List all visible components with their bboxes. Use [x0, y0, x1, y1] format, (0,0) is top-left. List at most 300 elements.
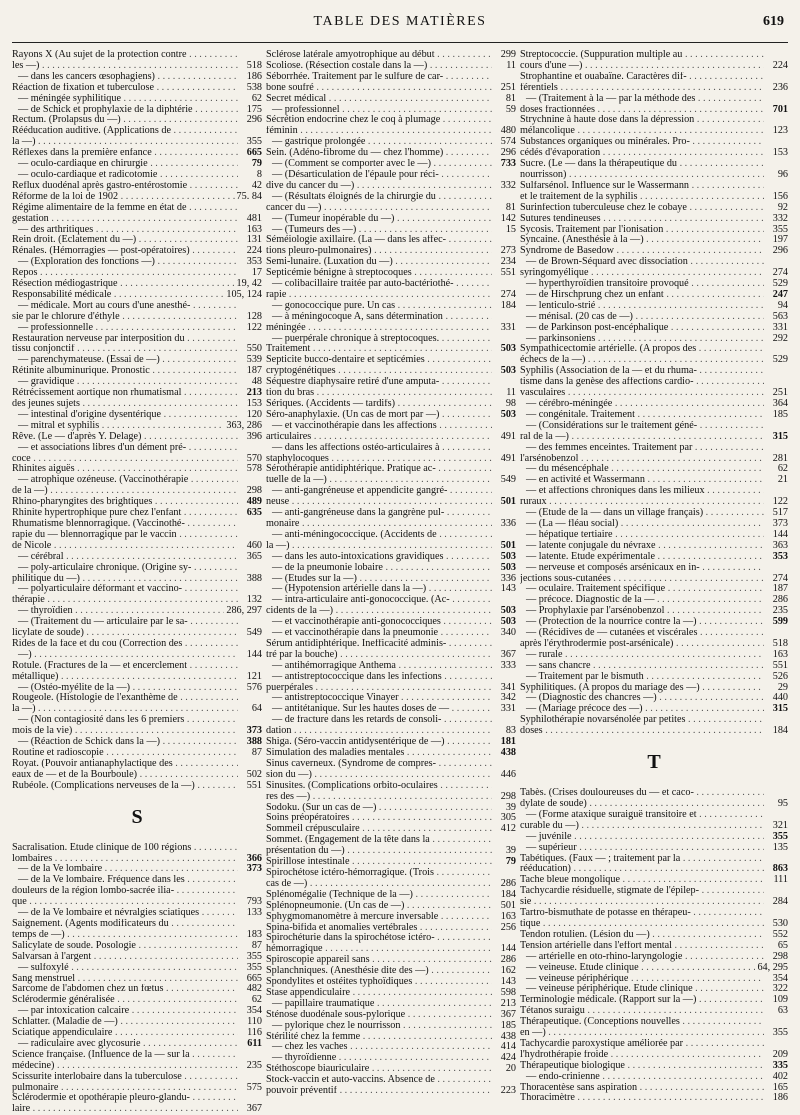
entry-text: Syphilothérapie novarsénolée par petites . . .: [520, 715, 764, 726]
index-entry: [12, 770, 262, 781]
entry-page-number: 128: [246, 310, 262, 322]
index-entry: [520, 366, 788, 377]
entry-text: ral de la —) . . .: [520, 432, 764, 443]
entry-page-number: 412: [500, 823, 516, 835]
entry-page-number: 123: [772, 125, 788, 137]
page-header: [12, 14, 788, 36]
index-entry: [12, 115, 262, 126]
entry-text: — de la Ve lombaire . . .: [12, 864, 238, 875]
index-entry: [266, 399, 516, 410]
index-entry: [266, 835, 516, 846]
index-entry: [12, 843, 262, 854]
entry-page-number: 96: [777, 168, 788, 180]
entry-page-number: 481: [246, 212, 262, 224]
index-entry: [12, 1093, 262, 1104]
index-entry: [12, 1083, 262, 1094]
entry-text: — intra-articulaire anti-gonococcique. (Ac- . . .: [266, 595, 492, 606]
entry-page-number: 355: [772, 223, 788, 235]
entry-text: médecine) . . .: [12, 1061, 238, 1072]
index-entry: [12, 919, 262, 930]
entry-text: — oculo-cardiaque en chirurgie . . .: [12, 159, 238, 170]
entry-text: — et vaccinothérapie anti-gonococciques . . .: [266, 617, 492, 628]
index-entry: [266, 748, 516, 759]
entry-text: — dans les auto-intoxications gravidiques . . .: [266, 552, 492, 563]
index-entry: [520, 148, 788, 159]
entry-text: — veineuse périphérique. Étude clinique . . .: [520, 984, 764, 995]
index-entry: [266, 944, 516, 955]
entry-page-number: 144: [772, 528, 788, 540]
entry-page-number: 578: [246, 463, 262, 475]
entry-page-number: 17: [251, 267, 262, 279]
entry-page-number: 186: [246, 70, 262, 82]
entry-text: la —) . . .: [12, 137, 238, 148]
index-entry: [12, 83, 262, 94]
entry-text: métallique) . . .: [12, 672, 238, 683]
entry-text: Rhinite hypertrophique pure chez l'enfant . . .: [12, 508, 238, 519]
entry-page-number: 292: [772, 332, 788, 344]
entry-text: Strophantine et ouabaïne. Caractères dif- . . .: [520, 72, 764, 83]
entry-page-number: 665: [246, 972, 262, 984]
entry-text: — des arthritiques . . .: [12, 225, 238, 236]
entry-text: — papillaire traumatique . . .: [266, 999, 492, 1010]
entry-text: Stase appendiculaire . . .: [266, 988, 492, 999]
entry-page-number: 122: [772, 496, 788, 508]
entry-text: Séquestre diaphysaire retiré d'une amputa- . . .: [266, 377, 492, 388]
entry-text: gestation . . .: [12, 214, 238, 225]
entry-page-number: 11: [506, 59, 516, 71]
entry-text: — précoce. Diagnostic de la — . . .: [520, 595, 764, 606]
index-entry: [520, 788, 788, 799]
entry-page-number: 549: [246, 627, 262, 639]
index-entry: [520, 530, 788, 541]
index-entry: [266, 519, 516, 530]
entry-page-number: 480: [500, 125, 516, 137]
entry-text: Spirochétose ictéro-hémorragique. (Trois . . .: [266, 868, 492, 879]
entry-page-number: 81: [505, 201, 516, 213]
index-entry: [266, 803, 516, 814]
index-entry: [266, 792, 516, 803]
entry-text: — latente. Étude expérimentale . . .: [520, 552, 764, 563]
entry-page-number: 438: [500, 1030, 516, 1042]
entry-page-number: 551: [246, 779, 262, 791]
index-entry: [266, 497, 516, 508]
entry-text: — veineuse. Étude clinique . . .: [520, 963, 755, 974]
entry-page-number: 364: [772, 398, 788, 409]
page-title: TABLE DES MATIÈRES: [313, 14, 487, 29]
entry-text: de la —) . . .: [12, 486, 238, 497]
entry-text: — rurale . . .: [520, 650, 764, 661]
index-entry: [12, 72, 262, 83]
entry-page-number: 460: [246, 539, 262, 551]
index-entry: [12, 1006, 262, 1017]
index-entry: [266, 1032, 516, 1043]
entry-page-number: 538: [246, 81, 262, 93]
index-entry: [520, 661, 788, 672]
index-entry: [12, 617, 262, 628]
entry-text: dive du cancer du —) . . .: [266, 181, 492, 192]
entry-text: douleurs de la région lombo-sacrée ilia- . . .: [12, 886, 238, 897]
index-entry: [12, 508, 262, 519]
entry-page-number: 213: [246, 387, 262, 399]
index-entry: [266, 552, 516, 563]
entry-page-number: 440: [772, 692, 788, 704]
index-entry: [12, 94, 262, 105]
entry-page-number: 98: [505, 398, 516, 409]
index-entry: [520, 126, 788, 137]
entry-text: Thérapeutique. (Conceptions nouvelles . . .: [520, 1017, 764, 1028]
index-entry: [520, 952, 788, 963]
entry-page-number: 251: [500, 81, 516, 93]
index-entry: [12, 908, 262, 919]
entry-text: Sclérose latérale amyotrophique au début . . .: [266, 50, 492, 61]
index-entry: [266, 639, 516, 650]
index-entry: [266, 1010, 516, 1021]
entry-text: Spirochéturie dans la spirochétose ictéro- . . .: [266, 933, 492, 944]
entry-text: Splénomégalie (Technique de la —) . . .: [266, 890, 492, 901]
entry-page-number: 503: [500, 550, 516, 562]
index-entry: [266, 377, 516, 388]
index-entry: [12, 334, 262, 345]
entry-text: Rayons X (Au sujet de la protection contre . . .: [12, 50, 238, 61]
entry-text: Strychnine à haute dose dans la dépression . . .: [520, 115, 764, 126]
entry-page-number: 175: [246, 103, 262, 115]
entry-text: Sténose duodénale sous-pylorique . . .: [266, 1010, 492, 1021]
entry-page-number: 251: [772, 387, 788, 399]
entry-page-number: 132: [246, 594, 262, 606]
entry-text: Rubéole. (Complications nerveuses de la —) . . .: [12, 781, 238, 792]
entry-text: coce . . .: [12, 454, 238, 465]
entry-text: — (Traitement à la — par la méthode des . . .: [520, 94, 764, 105]
index-entry: [12, 192, 262, 203]
index-entry: [266, 628, 516, 639]
index-entry: [12, 552, 262, 563]
entry-text: — parkinsoniens . . .: [520, 334, 764, 345]
entry-page-number: 135: [772, 841, 788, 853]
index-entry: [266, 225, 516, 236]
index-entry: [266, 72, 516, 83]
index-entry: [520, 410, 788, 421]
index-entry: [266, 846, 516, 857]
entry-text: et le traitement de la syphilis . . .: [520, 192, 764, 203]
index-entry: [520, 1072, 788, 1083]
index-entry: [266, 890, 516, 901]
index-entry: [266, 923, 516, 934]
entry-text: l'hydrothérapie froide . . .: [520, 1050, 764, 1061]
index-entry: [266, 584, 516, 595]
entry-text: temps de —) . . .: [12, 930, 238, 941]
index-entry: [12, 410, 262, 421]
entry-page-number: 286, 297: [226, 605, 262, 617]
entry-text: — par intoxication calcaire . . .: [12, 1006, 238, 1017]
entry-text: thérapie . . .: [12, 595, 238, 606]
entry-page-number: 701: [772, 103, 788, 115]
entry-page-number: 109: [772, 994, 788, 1006]
index-entry: [520, 799, 788, 810]
entry-text: — (Tumeurs des —) . . .: [266, 225, 492, 236]
entry-page-number: 296: [246, 114, 262, 126]
entry-page-number: 367: [500, 648, 516, 660]
entry-text: — endo-crinienne . . .: [520, 1072, 764, 1083]
entry-text: ruraux . . .: [520, 497, 764, 508]
entry-page-number: 62: [777, 463, 788, 475]
index-entry: [12, 235, 262, 246]
index-entry: [266, 650, 516, 661]
index-entry: [520, 94, 788, 105]
entry-page-number: 95: [777, 798, 788, 809]
entry-page-number: 64, 295: [757, 961, 788, 973]
section-letter-heading: T: [647, 751, 661, 774]
index-entry: [266, 486, 516, 497]
index-entry: [12, 268, 262, 279]
entry-text: Rides de la face et du cou (Correction des . . .: [12, 639, 238, 650]
entry-text: Schlatter. (Maladie de —) . . .: [12, 1017, 238, 1028]
entry-page-number: 367: [500, 1008, 516, 1020]
index-entry: [520, 334, 788, 345]
index-entry: [12, 650, 262, 661]
entry-text: Stérilité chez la femme . . .: [266, 1032, 492, 1043]
entry-text: la —) . . .: [12, 704, 238, 715]
index-entry: [266, 1075, 516, 1086]
entry-page-number: 183: [246, 928, 262, 940]
entry-page-number: 143: [500, 583, 516, 595]
index-entry: [12, 781, 262, 792]
entry-page-number: 331: [500, 703, 516, 715]
entry-page-number: 402: [772, 1070, 788, 1082]
entry-page-number: 256: [500, 921, 516, 933]
index-entry: [266, 988, 516, 999]
entry-page-number: 574: [500, 136, 516, 148]
index-entry: [520, 312, 788, 323]
entry-page-number: 213: [500, 997, 516, 1009]
entry-page-number: 305: [500, 812, 516, 824]
entry-page-number: 29: [777, 681, 788, 693]
entry-text: — dans les affections ostéo-articulaires à . . .: [266, 443, 492, 454]
index-entry: [12, 1104, 262, 1115]
entry-text: — (Hypotension artérielle dans la —) . . .: [266, 584, 492, 595]
entry-page-number: 336: [500, 517, 516, 529]
entry-text: laire . . .: [12, 1104, 238, 1115]
entry-page-number: 529: [772, 354, 788, 366]
entry-page-number: 87: [251, 747, 262, 758]
index-entry: [266, 574, 516, 585]
entry-page-number: 224: [772, 59, 788, 71]
entry-text: Tachycardie paroxystique améliorée par . . .: [520, 1039, 764, 1050]
entry-text: — hépatique tertiaire . . .: [520, 530, 764, 541]
index-entry: [520, 1083, 788, 1094]
index-entry: [12, 432, 262, 443]
entry-text: de Nicole . . .: [12, 541, 238, 552]
entry-text: — cérébral . . .: [12, 552, 238, 563]
entry-page-number: 733: [500, 158, 516, 170]
index-entry: [12, 290, 262, 301]
entry-page-number: 529: [772, 278, 788, 290]
entry-text: Réforme de la loi de 1902 . . .: [12, 192, 235, 203]
entry-text: — antitétanique. Sur les hautes doses de — . . .: [266, 704, 492, 715]
entry-page-number: 396: [246, 430, 262, 442]
index-entry: [520, 864, 788, 875]
entry-page-number: 111: [773, 874, 788, 886]
index-entry: [12, 257, 262, 268]
index-entry: [12, 1072, 262, 1083]
index-entry: [266, 857, 516, 868]
entry-text: Restauration nerveuse par interposition du . . .: [12, 334, 238, 345]
entry-text: — professionnel . . .: [266, 105, 492, 116]
entry-text: — professionnelle . . .: [12, 323, 238, 334]
entry-text: rapie du — blennorragique par le vaccin . . .: [12, 530, 238, 541]
entry-text: — pylorique chez le nourrisson . . .: [266, 1021, 492, 1032]
entry-text: sion du —) . . .: [266, 770, 492, 781]
entry-page-number: 550: [246, 343, 262, 355]
index-entry: [266, 1042, 516, 1053]
entry-page-number: 635: [246, 507, 262, 519]
index-entry: [12, 661, 262, 672]
index-entry: [520, 1006, 788, 1017]
index-entry: [12, 563, 262, 574]
entry-text: Sciatique appendiculaire . . .: [12, 1028, 238, 1039]
index-entry: [266, 410, 516, 421]
index-column-1: [12, 50, 262, 1115]
entry-text: l'arsénobenzol . . .: [520, 454, 764, 465]
entry-page-number: 163: [246, 223, 262, 235]
entry-text: Tartro-bismuthate de potasse en thérapeu- . . .: [520, 908, 764, 919]
index-entry: [520, 301, 788, 312]
entry-text: Séméiologie axillaire. (La — dans les affec- . . .: [266, 235, 492, 246]
index-entry: [266, 126, 516, 137]
entry-page-number: 20: [505, 1063, 516, 1075]
entry-page-number: 15: [505, 223, 516, 235]
entry-page-number: 353: [772, 550, 788, 562]
index-entry: [12, 584, 262, 595]
index-entry: [266, 432, 516, 443]
index-entry: [12, 737, 262, 748]
index-entry: [12, 225, 262, 236]
index-entry: [520, 475, 788, 486]
index-entry: [520, 821, 788, 832]
index-entry: [266, 759, 516, 770]
entry-page-number: 120: [246, 408, 262, 420]
entry-text: — de la pneumonie lobaire . . .: [266, 563, 492, 574]
entry-text: — (Forme ataxique suraiguë transitoire et . . .: [520, 810, 764, 821]
index-entry: [520, 464, 788, 475]
entry-text: Soins préopératoires . . .: [266, 813, 492, 824]
entry-page-number: 482: [246, 983, 262, 995]
index-entry: [520, 225, 788, 236]
index-entry: [520, 854, 788, 865]
entry-page-number: 131: [246, 234, 262, 246]
entry-page-number: 503: [500, 408, 516, 420]
entry-page-number: 341: [500, 681, 516, 693]
entry-text: neuse . . .: [266, 497, 492, 508]
entry-page-number: 373: [246, 725, 262, 737]
index-entry: [12, 301, 262, 312]
index-entry: [520, 1017, 788, 1028]
entry-text: — de Brown-Séquard avec dissociation . . .: [520, 257, 764, 268]
entry-text: Sinus caverneux. (Syndrome de compres- . . .: [266, 759, 492, 770]
entry-text: — (Diagnostic des chancres —) . . .: [520, 693, 764, 704]
index-entry: [520, 704, 788, 715]
entry-page-number: 530: [772, 917, 788, 929]
index-entry: [520, 519, 788, 530]
entry-page-number: 184: [500, 888, 516, 900]
entry-text: — congénitale. Traitement . . .: [520, 410, 764, 421]
entry-page-number: 315: [772, 703, 788, 715]
index-entry: [520, 974, 788, 985]
index-entry: [266, 1053, 516, 1064]
index-entry: [266, 1086, 516, 1097]
entry-text: — Prophylaxie par l'arsénobenzol . . .: [520, 606, 764, 617]
index-entry: [12, 486, 262, 497]
entry-text: — (Études sur la —) . . .: [266, 574, 492, 585]
index-entry: [520, 693, 788, 704]
entry-text: férentiels . . .: [520, 83, 764, 94]
entry-text: — (Résultats éloignés de la chirurgie du . . .: [266, 192, 492, 203]
entry-text: — radiculaire avec glycosurie . . .: [12, 1039, 238, 1050]
index-entry: [520, 908, 788, 919]
index-entry: [266, 454, 516, 465]
entry-text: tion du bras . . .: [266, 388, 492, 399]
index-entry: [12, 963, 262, 974]
entry-text: eaux de — et de la Bourboule) . . .: [12, 770, 238, 781]
entry-text: cédés d'évaporation . . .: [520, 148, 764, 159]
index-entry: [520, 61, 788, 72]
entry-text: — colibacillaire traitée par auto-bactériothé- . . .: [266, 279, 492, 290]
entry-text: Rhinites aiguës . . .: [12, 464, 238, 475]
index-entry: [266, 595, 516, 606]
entry-text: — cérébro-méningée . . .: [520, 399, 764, 410]
entry-text: Terminologie médicale. (Rapport sur la —) . . .: [520, 995, 764, 1006]
index-entry: [12, 519, 262, 530]
index-entry: [520, 897, 788, 908]
index-entry: [12, 399, 262, 410]
index-entry: [12, 683, 262, 694]
entry-text: Résection médiogastrique . . .: [12, 279, 235, 290]
index-entry: [266, 257, 516, 268]
index-entry: [266, 312, 516, 323]
entry-text: — (Comment se comporter avec le —) . . .: [266, 159, 492, 170]
index-entry: [520, 181, 788, 192]
entry-page-number: 355: [246, 136, 262, 148]
entry-text: doses fractionnées . . .: [520, 105, 764, 116]
entry-text: cryptogénétiques . . .: [266, 366, 492, 377]
index-entry: [12, 443, 262, 454]
index-entry: [266, 279, 516, 290]
entry-text: Repos . . .: [12, 268, 238, 279]
index-entry: [12, 464, 262, 475]
entry-page-number: 576: [246, 681, 262, 693]
index-entry: [12, 748, 262, 759]
index-entry: [520, 421, 788, 432]
entry-page-number: 181: [500, 736, 516, 748]
entry-page-number: 39: [505, 845, 516, 857]
entry-text: Sinusites. (Complications orbito-oculaires . . .: [266, 781, 492, 792]
index-entry: [520, 486, 788, 497]
entry-text: Thérapeutique biologique . . .: [520, 1061, 764, 1072]
index-entry: [266, 672, 516, 683]
index-entry: [520, 235, 788, 246]
index-entry: [12, 148, 262, 159]
entry-text: Séborrhée. Traitement par le sulfure de car- . . .: [266, 72, 492, 83]
entry-text: — juvénile . . .: [520, 832, 764, 843]
entry-page-number: 424: [500, 1052, 516, 1064]
entry-page-number: 286: [500, 877, 516, 889]
index-entry: [520, 886, 788, 897]
entry-page-number: 446: [500, 768, 516, 780]
index-entry: [266, 1021, 516, 1032]
index-entry: [12, 181, 262, 192]
entry-text: — polyarticulaire déformant et vaccino- . . .: [12, 584, 238, 595]
entry-page-number: 296: [500, 147, 516, 159]
index-entry: [520, 832, 788, 843]
